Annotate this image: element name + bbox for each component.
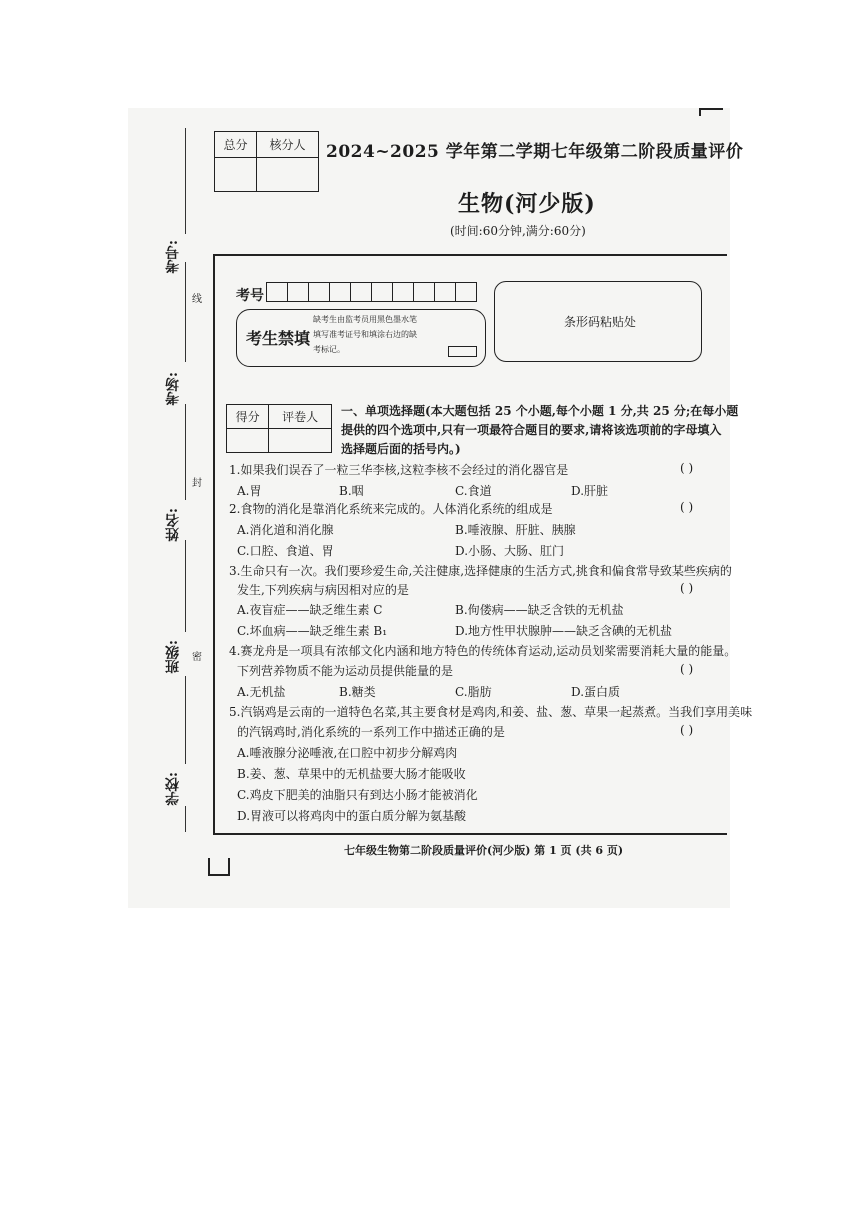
question-3-option-d: D.地方性甲状腺肿——缺乏含碘的无机盐 (455, 624, 673, 638)
question-5-option-c: C.鸡皮下肥美的油脂只有到达小肠才能被消化 (237, 788, 478, 802)
side-label-school: 学校: (165, 772, 181, 806)
question-4-option-d: D.蛋白质 (571, 685, 621, 699)
exam-number-box[interactable] (308, 282, 330, 302)
side-line-3 (185, 404, 186, 500)
exam-number-box[interactable] (434, 282, 456, 302)
section-instruction (341, 402, 738, 459)
exam-number-box[interactable] (287, 282, 309, 302)
question-5-option-b: B.姜、葱、草果中的无机盐要大肠才能吸收 (237, 767, 466, 781)
side-char-seal: 封 (192, 478, 202, 489)
exam-number-box[interactable] (413, 282, 435, 302)
section-line-3: 选择题后面的括号内。) (341, 442, 461, 456)
grader-name-cell (269, 429, 332, 453)
question-3-text-cont: 发生,下列疾病与病因相对应的是 (237, 583, 409, 597)
question-4-option-c: C.脂肪 (455, 685, 492, 699)
question-4-answer[interactable]: ( ) (680, 662, 694, 676)
question-2-option-b: B.唾液腺、肝脏、胰腺 (455, 523, 576, 537)
corner-mark-top (699, 108, 723, 116)
exam-number-box[interactable] (455, 282, 477, 302)
section-line-2: 提供的四个选项中,只有一项最符合题目的要求,请将该选项前的字母填入 (341, 423, 722, 437)
page-footer: 七年级生物第二阶段质量评价(河少版) 第 1 页 (共 6 页) (344, 844, 624, 857)
question-5-answer[interactable]: ( ) (680, 723, 694, 737)
question-2-option-c: C.口腔、食道、胃 (237, 544, 334, 558)
forbidden-title: 考生禁填 (246, 329, 311, 348)
corner-mark-bottom (208, 858, 230, 876)
question-4-option-b: B.糖类 (339, 685, 376, 699)
question-3-option-c: C.坏血病——缺乏维生素 B₁ (237, 624, 388, 638)
question-4-text-cont: 下列营养物质不能为运动员提供能量的是 (237, 664, 454, 678)
question-1-option-c: C.食道 (455, 484, 492, 498)
question-4-option-a: A.无机盐 (237, 685, 286, 699)
barcode-label: 条形码粘贴处 (564, 315, 637, 329)
side-line-1 (185, 128, 186, 234)
side-char-line: 线 (192, 294, 202, 305)
question-4-text: 4.赛龙舟是一项具有浓郁文化内涵和地方特色的传统体育运动,运动员划桨需要消耗大量的能量。 (229, 644, 737, 658)
exam-number-box[interactable] (266, 282, 288, 302)
question-1-option-d: D.肝脏 (571, 484, 609, 498)
question-1-text: 1.如果我们误吞了一粒三华李核,这粒李核不会经过的消化器官是 (229, 463, 569, 477)
grader-name-header: 评卷人 (269, 405, 332, 429)
forbidden-note-3: 考标记。 (313, 345, 345, 354)
score-checker-header: 核分人 (256, 132, 318, 158)
side-line-4 (185, 540, 186, 632)
score-total-header: 总分 (215, 132, 257, 158)
exam-number-box[interactable] (329, 282, 351, 302)
score-table (214, 131, 319, 192)
question-2-answer[interactable]: ( ) (680, 500, 694, 514)
absent-mark-box[interactable] (448, 346, 477, 357)
exam-number-box[interactable] (392, 282, 414, 302)
subject-title: 生物(河少版) (458, 191, 596, 217)
question-3-answer[interactable]: ( ) (680, 581, 694, 595)
forbidden-note-1: 缺考生由监考员用黑色墨水笔 (313, 315, 417, 324)
score-checker-cell (256, 158, 318, 192)
question-2-text: 2.食物的消化是靠消化系统来完成的。人体消化系统的组成是 (229, 502, 553, 516)
exam-number-label: 考号 (236, 288, 264, 304)
side-label-exam-no: 考号: (165, 240, 181, 274)
side-label-class: 班级: (165, 640, 181, 674)
grader-table (226, 404, 332, 453)
question-3-option-a: A.夜盲症——缺乏维生素 C (237, 603, 383, 617)
grader-score-header: 得分 (227, 405, 269, 429)
question-2-option-a: A.消化道和消化腺 (237, 523, 334, 537)
exam-number-box[interactable] (350, 282, 372, 302)
score-total-cell (215, 158, 257, 192)
grader-score-cell (227, 429, 269, 453)
question-5-option-d: D.胃液可以将鸡肉中的蛋白质分解为氨基酸 (237, 809, 467, 823)
question-1-option-a: A.胃 (237, 484, 262, 498)
section-line-1: 一、单项选择题(本大题包括 25 个小题,每个小题 1 分,共 25 分;在每小题 (341, 404, 739, 418)
question-5-text: 5.汽锅鸡是云南的一道特色名菜,其主要食材是鸡肉,和姜、盐、葱、草果一起蒸煮。当我们享用美味 (229, 705, 753, 719)
exam-number-box[interactable] (371, 282, 393, 302)
side-label-room: 考场: (165, 372, 181, 406)
side-line-2 (185, 262, 186, 362)
time-info: (时间:60分钟,满分:60分) (450, 224, 586, 238)
question-1-option-b: B.咽 (339, 484, 364, 498)
side-char-secret: 密 (192, 652, 202, 663)
side-line-5 (185, 676, 186, 764)
question-5-option-a: A.唾液腺分泌唾液,在口腔中初步分解鸡肉 (237, 746, 458, 760)
forbidden-note-2: 填写准考证号和填涂右边的缺 (313, 330, 417, 339)
side-line-6 (185, 806, 186, 832)
exam-title: 2024~2025 学年第二学期七年级第二阶段质量评价 (326, 142, 744, 162)
question-5-text-cont: 的汽锅鸡时,消化系统的一系列工作中描述正确的是 (237, 725, 505, 739)
question-2-option-d: D.小肠、大肠、肛门 (455, 544, 565, 558)
side-label-name: 姓名: (165, 508, 181, 542)
question-1-answer[interactable]: ( ) (680, 461, 694, 475)
question-3-option-b: B.佝偻病——缺乏含铁的无机盐 (455, 603, 624, 617)
question-3-text: 3.生命只有一次。我们要珍爱生命,关注健康,选择健康的生活方式,挑食和偏食常导致某些疾病的 (229, 564, 732, 578)
